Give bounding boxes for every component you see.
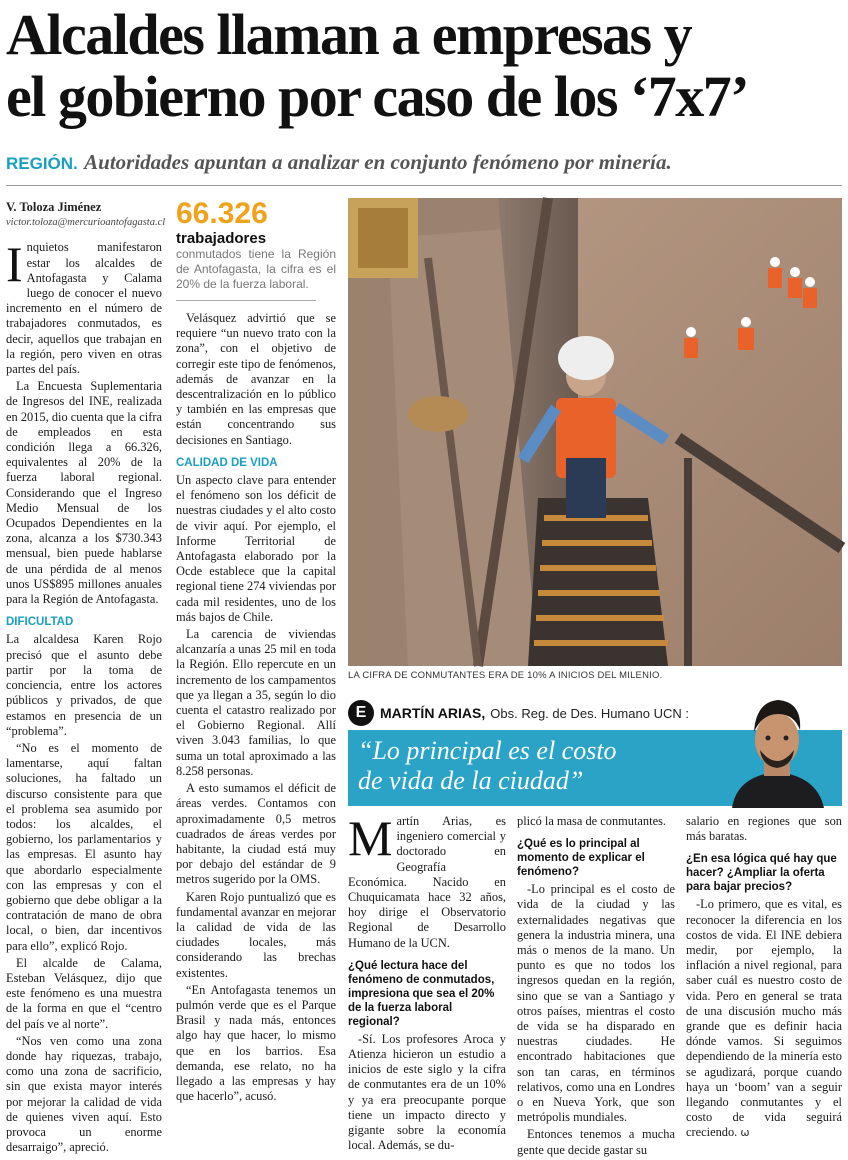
pull-quote [358, 736, 678, 796]
interview-drop-cap: M [348, 810, 393, 866]
paragraph: Karen Rojo puntualizó que es fundamental avanzar en mejorar la calidad de vida de las ciudades locales, más considerando las brechas existentes. [176, 889, 336, 980]
section-label: REGIÓN. [6, 154, 78, 173]
pull-quote-line-2: de vida de la ciudad” [358, 766, 584, 795]
interview-question: ¿Qué lectura hace del fenómeno de conmutados, impresiona que sea el 20% de la fuerza laboral regional? [348, 959, 495, 1028]
section-subhead: DIFICULTAD [6, 616, 74, 629]
main-photo [348, 198, 842, 666]
interview-column-2 [517, 814, 675, 1160]
photo-caption: LA CIFRA DE CONMUTANTES ERA DE 10% A INICIOS DEL MILENIO. [348, 670, 663, 681]
paragraph: A esto sumamos el déficit de áreas verdes. Contamos con aproximadamente 0,5 metros cuadrados de áreas verdes por habitante, la ciudad está muy por debajo del estándar de 9 metros sugerido por la OMS. [176, 781, 336, 887]
paragraph: “En Antofagasta tenemos un pulmón verde que es el Parque Brasil y nada más, entonces algo hay que hacer, lo mismo que en los barrios. Esa demanda, ese relato, no ha llegado a las empresas y hay que hacerlo”, acusó. [176, 982, 336, 1104]
drop-cap: I [6, 236, 23, 293]
interview-answer: Entonces tenemos a mucha gente que decide gastar su [517, 1127, 675, 1157]
paragraph: nquietos manifestaron estar los alcaldes de Antofagasta y Calama luego de conocer el nuevo incremento en el número de trabajadores conmutados, es decir, aquellos que trabajan en la región, pero viven en otras partes del país. [6, 240, 162, 377]
paragraph: “Nos ven como una zona donde hay riquezas, trabajo, como una zona de sacrificio, sin que exista mayor interés por mejorar la calidad de vida de quienes viven aquí. Esto provoca un enorme desarraigo”, apreció. [6, 1033, 162, 1155]
stat-number: 66.326 [176, 197, 268, 230]
author-email[interactable]: victor.toloza@mercurioantofagasta.cl [6, 217, 166, 229]
headline-line-2: el gobierno por caso de los ‘7x7’ [6, 64, 749, 129]
interview-answer: -Lo principal es el costo de vida de la ciudad y las externalidades negativas que genera la industria minera, una más o menos de la mano. Un punto es que no todos los ingresos quedan en la región, sino que se van a Santiago y otros países, mientras el costo de vida se ha disparado en nuestras ciudades. He encontrado habitaciones que son tan caras, en términos relativos, como una en Londres o en Nueva York, que son metrópolis mundiales. [517, 882, 675, 1125]
interview-question: ¿Qué es lo principal al momento de explicar el fenómeno? [517, 838, 645, 879]
interview-answer: -Sí. Los profesores Aroca y Atienza hicieron un estudio a inicios de este siglo y la cifra de conmutantes era de un 10% y ya era preocupante porque tiene un impacto directo y gigante sobre la economía local. Además, se du- [348, 1031, 506, 1153]
answer-text: -Lo primero, que es vital, es reconocer la diferencia en los costos de vida. El INE debiera medir, por ejemplo, la inflación a nivel regional, para saber cuál es nuestro costo de vida. Pero en general se trata de una discusión mucho más grande que es definir hacia dónde vamos. Si seguimos dependiendo de la minería esto se agudizará, porque cuando haya un ‘boom’ van a seguir llegando conmutantes y el costo de vida seguirá creciendo. [686, 897, 842, 1140]
interviewee-role: Obs. Reg. de Des. Humano UCN : [490, 705, 689, 721]
headline-line-1: Alcaldes llaman a empresas y [6, 2, 692, 67]
interview-column-1 [348, 810, 506, 1155]
stat-label: trabajadores [176, 230, 267, 247]
paragraph: artín Arias, es ingeniero comercial y doctorado en Geografía Económica. Nacido en Chuquicamata hace 32 años, hoy dirige el Observatorio Regional de Desarrollo Humano de la UCN. [348, 814, 506, 950]
interview-answer [686, 897, 842, 1140]
divider [6, 185, 842, 186]
author: V. Toloza Jiménez [6, 200, 102, 214]
interviewee-portrait [712, 696, 842, 808]
stat-description: conmutados tiene la Región de Antofagasta, la cifra es el 20% de la fuerza laboral. [176, 247, 336, 291]
paragraph: Velásquez advirtió que se requiere “un nuevo trato con la zona”, con el objetivo de corregir este tipo de fenómenos, además de avanzar en la descentralización en lo público y también en las empresas que están concentrando sus decisiones en Santiago. [176, 311, 336, 447]
interview-badge: E [348, 700, 374, 726]
paragraph: La alcaldesa Karen Rojo precisó que el asunto debe partir por la toma de conciencia, entre los actores públicos y privados, de que estamos en presencia de un “problema”. [6, 632, 162, 738]
interview-column-3 [686, 814, 842, 1143]
subheadline: Autoridades apuntan a analizar en conjunto fenómeno por minería. [84, 150, 672, 174]
column-1 [6, 200, 166, 1157]
paragraph: El alcalde de Calama, Esteban Velásquez, dijo que este fenómeno es una muestra de la forma en que el “centro del país ve al norte”. [6, 955, 162, 1031]
interview-question: ¿En esa lógica qué hay que hacer? ¿Ampliar la oferta para bajar precios? [686, 853, 837, 894]
paragraph: La carencia de viviendas alcanzaría a unas 25 mil en toda la Región. Ello repercute en un incremento de los campamentos que ya llegan a 35, según lo dio cuenta el catastro realizado por el Gobierno Regional. Allí viven 3.043 familias, lo que suma un total aproximado a las 8.258 personas. [176, 627, 336, 778]
pull-quote-line-1: “Lo principal es el costo [358, 736, 617, 765]
paragraph: salario en regiones que son más baratas. [686, 814, 842, 844]
column-2 [176, 198, 336, 1106]
section-subhead: CALIDAD DE VIDA [176, 456, 278, 469]
end-mark-icon: ω [740, 1126, 750, 1140]
stat-divider [176, 300, 316, 301]
interviewee-name: MARTÍN ARIAS, [380, 705, 486, 721]
mine-stairway-illustration [348, 198, 842, 666]
paragraph: plicó la masa de conmutantes. [517, 814, 666, 828]
headline [6, 4, 842, 128]
paragraph: Un aspecto clave para entender el fenómeno son los déficit de nuestras ciudades y el alto costo de vivir aquí. Por ejemplo, el Informe Territorial de Antofagasta elaborado por la Ocde establece que la capital regional tiene 274 viviendas por cada mil residentes, uno de los más bajos de Chile. [176, 473, 336, 624]
portrait-illustration [712, 696, 842, 808]
paragraph: “No es el momento de lamentarse, aquí faltan soluciones, ha faltado un discurso consistente para que el problema sea asumido por todos: los alcaldes, el gobierno, los parlamentarios y las empresas. El asunto hay que abordarlo especialmente con las empresas y con el gobierno que debe obligar a la contratación de mano de obra local, o bien, dar incentivos para ello”, explicó Rojo. [6, 740, 162, 953]
paragraph: La Encuesta Suplementaria de Ingresos del INE, realizada en 2015, dio cuenta que la cifra de empleados en esta condición llega a 66.326, equivalentes al 20% de la fuerza laboral regional. Considerando que el Ingreso Medio Mensual de los Ocupados Dependientes en la zona, alcanza a los $730.343 mensual, bien puede hablarse de una pérdida de al menos unos US$895 millones anuales para la Región de Antofagasta. [6, 379, 162, 607]
kicker [6, 150, 842, 175]
